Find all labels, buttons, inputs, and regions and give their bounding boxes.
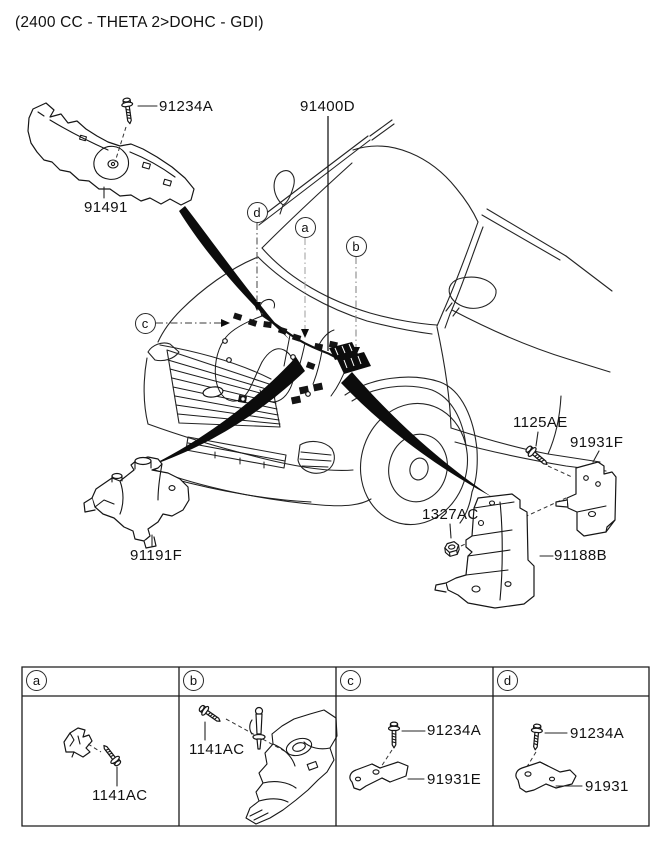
bolt-91234a-top-icon: [121, 97, 135, 124]
table-d-label-91234a: 91234A: [570, 725, 625, 742]
table-header-circle-b: b: [183, 670, 204, 691]
table-header-circle-c: c: [340, 670, 361, 691]
callout-leaders: [156, 116, 360, 356]
swoosh-upper-left: [179, 206, 290, 340]
bracket-91931e-icon: [350, 762, 408, 790]
car-outline: [144, 120, 612, 536]
nut-1327ac-icon: [444, 541, 460, 557]
table-c-label-91234a: 91234A: [427, 722, 482, 739]
callout-circle-c: c: [135, 313, 156, 334]
part-label-91234a-main: 91234A: [159, 98, 214, 115]
callout-circle-a: a: [295, 217, 316, 238]
ecm-connector-blocks: [329, 342, 371, 374]
bracket-91491-drawing: [28, 103, 194, 205]
callout-circle-b: b: [346, 236, 367, 257]
table-b-label-1141ac: 1141AC: [189, 741, 245, 758]
part-label-91191f: 91191F: [130, 547, 183, 564]
part-label-91400d: 91400D: [300, 98, 355, 115]
callout-circle-d: d: [247, 202, 268, 223]
pin-icon: [250, 708, 265, 750]
page-title: (2400 CC - THETA 2>DOHC - GDI): [15, 14, 264, 31]
table-c-label-91931e: 91931E: [427, 771, 482, 788]
label-line-1125ae: [536, 432, 538, 446]
table-a-label-1141ac: 1141AC: [92, 787, 148, 804]
part-label-91491: 91491: [84, 199, 128, 216]
label-line-91931f: [593, 451, 599, 462]
table-d-label-91931: 91931: [585, 778, 629, 795]
bolt-1125ae-icon: [524, 444, 551, 469]
bracket-91931-icon: [516, 762, 576, 792]
part-label-1125ae: 1125AE: [513, 414, 568, 431]
table-cell-b-drawing: [197, 703, 337, 824]
part-label-91931f: 91931F: [570, 434, 624, 451]
part-label-91188b: 91188B: [554, 547, 608, 564]
table-header-circle-a: a: [26, 670, 47, 691]
dashed-1125ae: [548, 466, 572, 477]
label-line-1327ac: [450, 524, 451, 538]
table-cell-a-drawing: [64, 728, 123, 786]
part-label-1327ac: 1327AC: [422, 506, 479, 523]
bracket-91191f-drawing: [84, 457, 189, 548]
table-cell-c-drawing: [350, 722, 425, 790]
table-header-circle-d: d: [497, 670, 518, 691]
